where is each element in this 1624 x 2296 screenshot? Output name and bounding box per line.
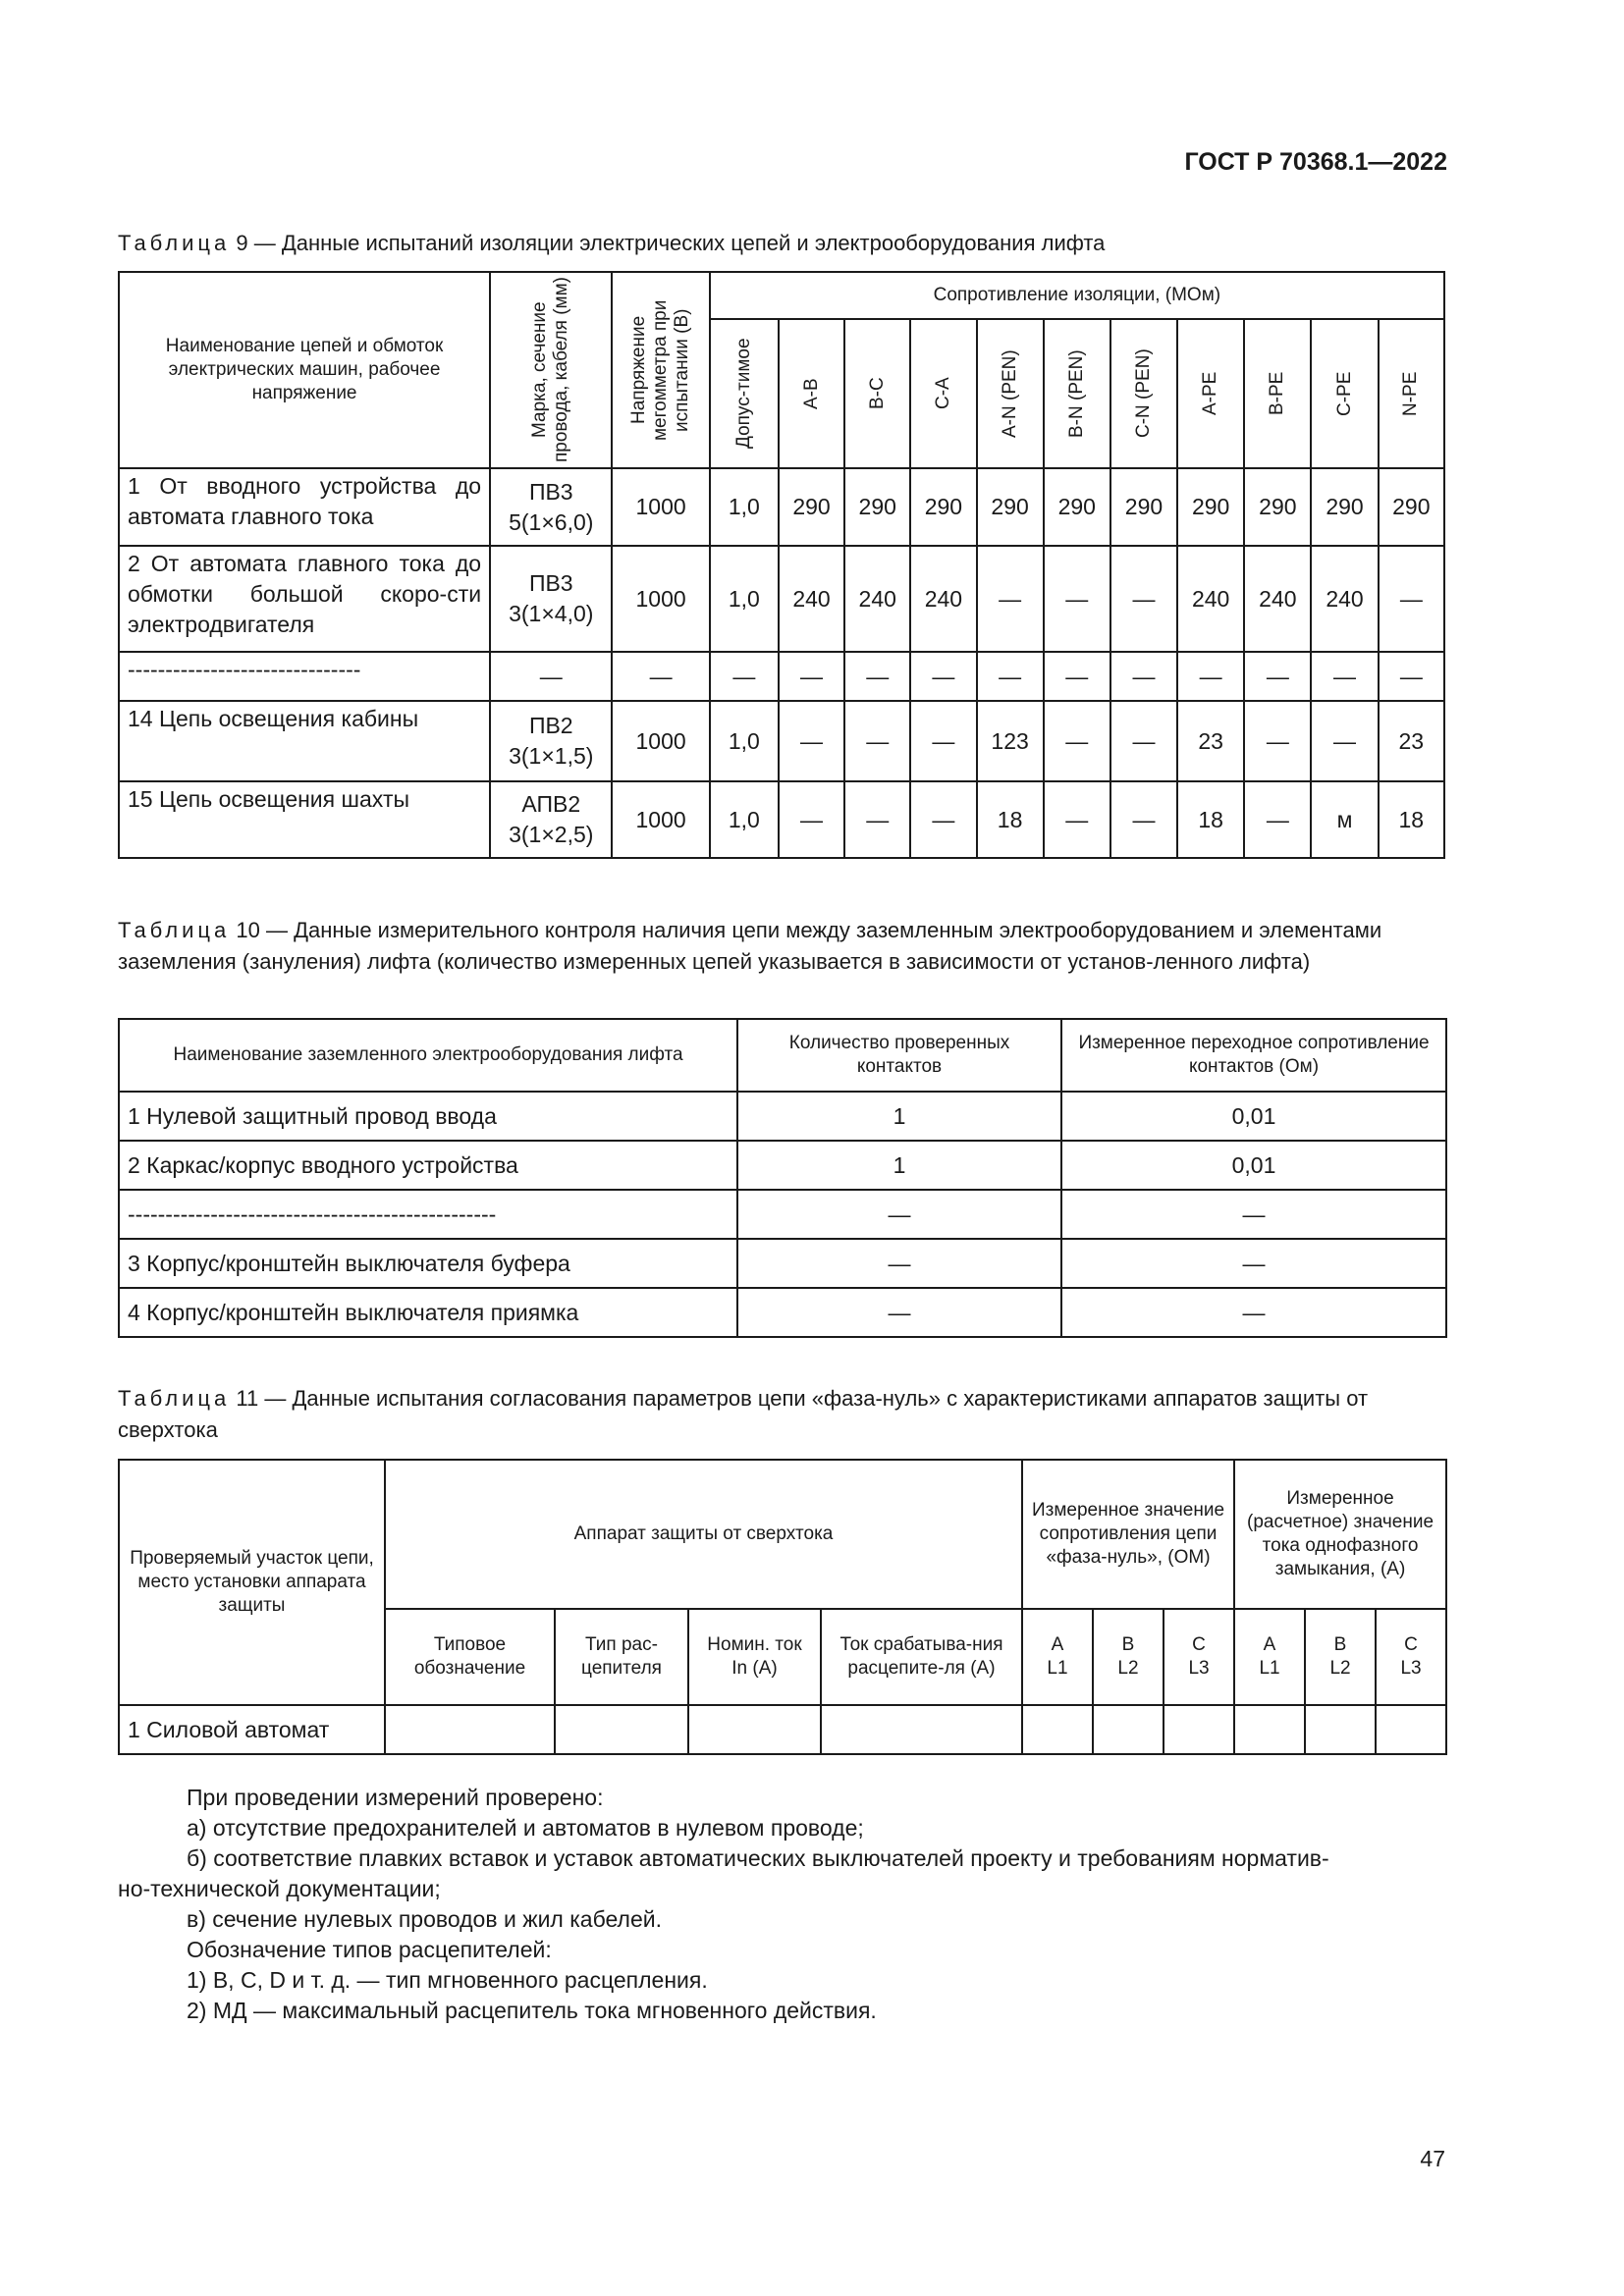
table9-row-value: 23 <box>1177 701 1244 781</box>
table9-row-value: 240 <box>1311 546 1378 652</box>
table9-row-value: 240 <box>844 546 910 652</box>
table9-row-value: — <box>1244 781 1311 858</box>
table10-row-resistance: — <box>1061 1288 1446 1337</box>
table10-caption <box>118 915 1445 978</box>
table-row <box>119 1705 1446 1754</box>
table9-row-value: — <box>1110 701 1177 781</box>
table9-subheader <box>779 319 844 468</box>
table9-row-value: 123 <box>977 701 1044 781</box>
table10-row-count: — <box>737 1190 1061 1239</box>
table11-subheader: Номин. ток In (А) <box>688 1609 821 1705</box>
table9-row-value: 240 <box>1177 546 1244 652</box>
table10 <box>118 1018 1447 1338</box>
table9-row-value: — <box>1044 701 1110 781</box>
table9-row-name: 15 Цепь освещения шахты <box>119 781 490 858</box>
table10-row-resistance: 0,01 <box>1061 1141 1446 1190</box>
table11-phase-header <box>1093 1609 1164 1705</box>
table11-phase-line: L1 <box>1259 1658 1280 1679</box>
notes-item-b: б) соответствие плавких вставок и уставок автоматических выключателей проекту и требованиям норматив- <box>187 1845 1329 1871</box>
table10-row-count: 1 <box>737 1141 1061 1190</box>
table-row <box>119 781 1444 858</box>
table11-phase-line: L3 <box>1400 1658 1422 1679</box>
table9-row-voltage: — <box>612 652 709 701</box>
table9-subheader <box>1177 319 1244 468</box>
table11 <box>118 1459 1447 1755</box>
table9-subheader <box>910 319 976 468</box>
table9-header-name: Наименование цепей и обмоток электрических машин, рабочее напряжение <box>119 272 490 468</box>
notes-item-c: в) сечение нулевых проводов и жил кабелей. <box>187 1906 662 1932</box>
table9-subheader-text: A-B <box>800 378 822 409</box>
table11-phase-line: A <box>1051 1634 1064 1655</box>
table9-row-value: — <box>1044 652 1110 701</box>
table9-row-voltage: 1000 <box>612 701 709 781</box>
table9-subheader-text: Допус-тимое <box>732 338 754 450</box>
table11-phase-line: L1 <box>1047 1658 1068 1679</box>
notes-types-title: Обозначение типов расцепителей: <box>187 1937 552 1962</box>
table11-header-device: Аппарат защиты от сверхтока <box>385 1460 1022 1609</box>
table9-row-value: 1,0 <box>710 468 779 546</box>
table9-caption <box>118 228 1445 259</box>
table11-phase-header <box>1164 1609 1234 1705</box>
table9-header-brand <box>490 272 612 468</box>
table-row <box>119 1190 1446 1239</box>
table10-header: Измеренное переходное сопротивление контактов (Ом) <box>1061 1019 1446 1092</box>
table9-caption-text: 9 — Данные испытаний изоляции электрических цепей и электрооборудования лифта <box>236 231 1106 255</box>
table10-row-name: ------------------------------------------------- <box>119 1190 737 1239</box>
table9-row-value: — <box>1044 781 1110 858</box>
table9-row-value: 290 <box>977 468 1044 546</box>
table9-subheader-text: B-C <box>866 377 888 410</box>
table9-subheader-text: C-N (PEN) <box>1132 348 1154 439</box>
table-row <box>119 701 1444 781</box>
table-row <box>119 468 1444 546</box>
table9-row-brand <box>490 652 612 701</box>
table9-row-brand <box>490 701 612 781</box>
table10-row-count: — <box>737 1288 1061 1337</box>
table10-caption-text: 10 — Данные измерительного контроля наличия цепи между заземленным электрооборудованием и элементами заземления (зануления) лифта (количество измеренных цепей указывается в зависимости от установ-ленного лифта) <box>118 918 1382 974</box>
table-row <box>119 1288 1446 1337</box>
table9-row-value: — <box>1311 701 1378 781</box>
table11-row-empty-cell <box>688 1705 821 1754</box>
table-row <box>119 1239 1446 1288</box>
table11-phase-line: C <box>1192 1634 1206 1655</box>
table9-row-value: — <box>779 781 844 858</box>
table9-row-brand-line: ПВ2 <box>528 713 573 738</box>
table11-row-empty-cell <box>1234 1705 1305 1754</box>
table9-row-value: — <box>1110 652 1177 701</box>
table9-row-value: 290 <box>1110 468 1177 546</box>
table9-subheader-text: A-PE <box>1200 371 1221 416</box>
table11-row-empty-cell <box>1164 1705 1234 1754</box>
table11-phase-line: B <box>1333 1634 1347 1655</box>
table10-row-resistance: — <box>1061 1239 1446 1288</box>
table9-row-value: — <box>1110 546 1177 652</box>
table11-header-measured: Измеренное значение сопротивления цепи «фаза-нуль», (ОМ) <box>1022 1460 1234 1609</box>
table11-subheader: Тип рас-цепителя <box>555 1609 688 1705</box>
table9-header-voltage <box>612 272 709 468</box>
table9-row-value: — <box>910 652 976 701</box>
table9-subheader <box>1311 319 1378 468</box>
table9-row-value: — <box>910 701 976 781</box>
table9-row-value: 290 <box>1311 468 1378 546</box>
table9-subheader-text: C-A <box>932 377 953 410</box>
table9-row-value: 1,0 <box>710 546 779 652</box>
table9-row-value: 290 <box>1177 468 1244 546</box>
table10-caption-word: Таблица <box>118 918 231 942</box>
table9-row-value: 290 <box>779 468 844 546</box>
table10-row-name: 3 Корпус/кронштейн выключателя буфера <box>119 1239 737 1288</box>
table9-row-value: — <box>1244 701 1311 781</box>
table9-row-value: 290 <box>1244 468 1311 546</box>
table9-row-value: 240 <box>910 546 976 652</box>
table11-caption-text: 11 — Данные испытания согласования параметров цепи «фаза-нуль» с характеристиками аппаратов защиты от сверхтока <box>118 1386 1369 1442</box>
table9-header-brand-text: Марка, сечение провода, кабеля (мм) <box>529 277 572 463</box>
table9-header-resistance: Сопротивление изоляции, (МОм) <box>710 272 1444 319</box>
table10-row-resistance: — <box>1061 1190 1446 1239</box>
table10-row-name: 4 Корпус/кронштейн выключателя приямка <box>119 1288 737 1337</box>
table11-header-section: Проверяемый участок цепи, место установки аппарата защиты <box>119 1460 385 1705</box>
table9-row-value: — <box>1110 781 1177 858</box>
table9-row-value: 1,0 <box>710 781 779 858</box>
table9-row-value: 240 <box>779 546 844 652</box>
table11-phase-line: L2 <box>1117 1658 1139 1679</box>
table9-row-value: — <box>1044 546 1110 652</box>
table-row <box>119 546 1444 652</box>
table9-subheader <box>710 319 779 468</box>
table9-row-value: 18 <box>1177 781 1244 858</box>
table9 <box>118 271 1445 859</box>
table9-subheader-text: B-PE <box>1267 371 1288 416</box>
table9-subheader <box>1244 319 1311 468</box>
table11-phase-header <box>1022 1609 1093 1705</box>
table11-phase-line: A <box>1263 1634 1276 1655</box>
table9-row-brand-line: ПВ3 <box>528 478 573 505</box>
notes-item-a: а) отсутствие предохранителей и автоматов в нулевом проводе; <box>187 1815 864 1841</box>
notes-type-2: 2) МД — максимальный расцепитель тока мгновенного действия. <box>187 1998 877 2023</box>
table9-row-name: 1 От вводного устройства до автомата главного тока <box>119 468 490 546</box>
table9-subheader-text: B-N (PEN) <box>1065 349 1087 438</box>
table-row <box>119 1141 1446 1190</box>
table9-row-name: 2 От автомата главного тока до обмотки большой скоро-сти электродвигателя <box>119 546 490 652</box>
table9-row-brand-line: 3(1×4,0) <box>509 601 594 626</box>
table9-row-value: 290 <box>1379 468 1444 546</box>
table10-header: Наименование заземленного электрооборудования лифта <box>119 1019 737 1092</box>
table10-header: Количество проверенных контактов <box>737 1019 1061 1092</box>
table9-row-value: — <box>779 652 844 701</box>
table9-row-value: — <box>1177 652 1244 701</box>
table10-row-name: 1 Нулевой защитный провод ввода <box>119 1092 737 1141</box>
table11-phase-line: C <box>1404 1634 1418 1655</box>
table9-subheader-text: A-N (PEN) <box>999 349 1020 438</box>
table9-subheader <box>844 319 910 468</box>
table11-row-empty-cell <box>385 1705 555 1754</box>
table9-row-brand <box>490 468 612 546</box>
table9-row-brand-line: — <box>539 663 563 689</box>
table11-phase-line: L3 <box>1188 1658 1210 1679</box>
table11-phase-line: B <box>1121 1634 1135 1655</box>
table11-row-empty-cell <box>555 1705 688 1754</box>
table9-row-value: — <box>977 652 1044 701</box>
table9-row-brand-line: ПВ3 <box>528 570 573 596</box>
table9-row-value: 23 <box>1379 701 1444 781</box>
page-number: 47 <box>1420 2146 1445 2171</box>
table9-row-brand-line: АПВ2 <box>521 791 581 817</box>
table11-row-empty-cell <box>1305 1705 1376 1754</box>
notes-type-1: 1) B, C, D и т. д. — тип мгновенного расцепления. <box>187 1967 708 1993</box>
document-header: ГОСТ Р 70368.1—2022 <box>1184 148 1447 176</box>
table9-row-value: 18 <box>1379 781 1444 858</box>
table9-row-voltage: 1000 <box>612 546 709 652</box>
table9-row-value: — <box>844 781 910 858</box>
table11-phase-header <box>1376 1609 1446 1705</box>
table11-row-empty-cell <box>821 1705 1022 1754</box>
table10-row-name: 2 Каркас/корпус вводного устройства <box>119 1141 737 1190</box>
table9-row-brand <box>490 781 612 858</box>
table11-row-empty-cell <box>1093 1705 1164 1754</box>
table9-subheader <box>1379 319 1444 468</box>
table9-row-brand-line: 5(1×6,0) <box>509 508 594 535</box>
table11-phase-header <box>1234 1609 1305 1705</box>
table9-row-name: ------------------------------- <box>119 652 490 701</box>
table11-header-current: Измеренное (расчетное) значение тока однофазного замыкания, (А) <box>1234 1460 1446 1609</box>
table11-row-empty-cell <box>1022 1705 1093 1754</box>
table9-subheader-text: N-PE <box>1400 371 1422 416</box>
table9-row-value: 290 <box>844 468 910 546</box>
table9-row-value: 1,0 <box>710 701 779 781</box>
table9-row-value: — <box>710 652 779 701</box>
table9-row-value: — <box>1379 546 1444 652</box>
notes-intro: При проведении измерений проверено: <box>187 1785 604 1810</box>
table9-row-value: 290 <box>910 468 976 546</box>
table9-row-value: 18 <box>977 781 1044 858</box>
table-row <box>119 1092 1446 1141</box>
table9-row-value: — <box>779 701 844 781</box>
table9-row-voltage: 1000 <box>612 468 709 546</box>
table9-subheader <box>977 319 1044 468</box>
table9-header-voltage-text: Напряжение мегомметра при испытании (В) <box>628 299 693 441</box>
table9-row-value: м <box>1311 781 1378 858</box>
table9-row-value: — <box>844 652 910 701</box>
table9-caption-word: Таблица <box>118 231 231 255</box>
table9-row-value: — <box>977 546 1044 652</box>
table11-row-name: 1 Силовой автомат <box>119 1705 385 1754</box>
table10-row-count: — <box>737 1239 1061 1288</box>
table-row <box>119 652 1444 701</box>
table9-row-name: 14 Цепь освещения кабины <box>119 701 490 781</box>
table11-phase-header <box>1305 1609 1376 1705</box>
table9-row-value: 240 <box>1244 546 1311 652</box>
table11-caption <box>118 1383 1445 1446</box>
table11-subheader: Ток срабатыва-ния расцепите-ля (А) <box>821 1609 1022 1705</box>
table9-row-voltage: 1000 <box>612 781 709 858</box>
notes <box>118 1783 1445 2026</box>
table11-caption-word: Таблица <box>118 1386 231 1411</box>
table9-row-value: 290 <box>1044 468 1110 546</box>
table10-row-count: 1 <box>737 1092 1061 1141</box>
notes-item-b-continued: но-технической документации; <box>118 1876 441 1901</box>
table9-row-brand <box>490 546 612 652</box>
table11-row-empty-cell <box>1376 1705 1446 1754</box>
table11-subheader: Типовое обозначение <box>385 1609 555 1705</box>
table9-row-value: — <box>1244 652 1311 701</box>
table9-subheader <box>1044 319 1110 468</box>
table11-phase-line: L2 <box>1329 1658 1351 1679</box>
table10-row-resistance: 0,01 <box>1061 1092 1446 1141</box>
table9-subheader <box>1110 319 1177 468</box>
table9-row-value: — <box>1379 652 1444 701</box>
table9-row-brand-line: 3(1×1,5) <box>509 743 594 769</box>
table9-subheader-text: C-PE <box>1333 371 1355 416</box>
table9-row-value: — <box>910 781 976 858</box>
table9-row-brand-line: 3(1×2,5) <box>509 822 594 847</box>
table9-row-value: — <box>844 701 910 781</box>
table9-row-value: — <box>1311 652 1378 701</box>
